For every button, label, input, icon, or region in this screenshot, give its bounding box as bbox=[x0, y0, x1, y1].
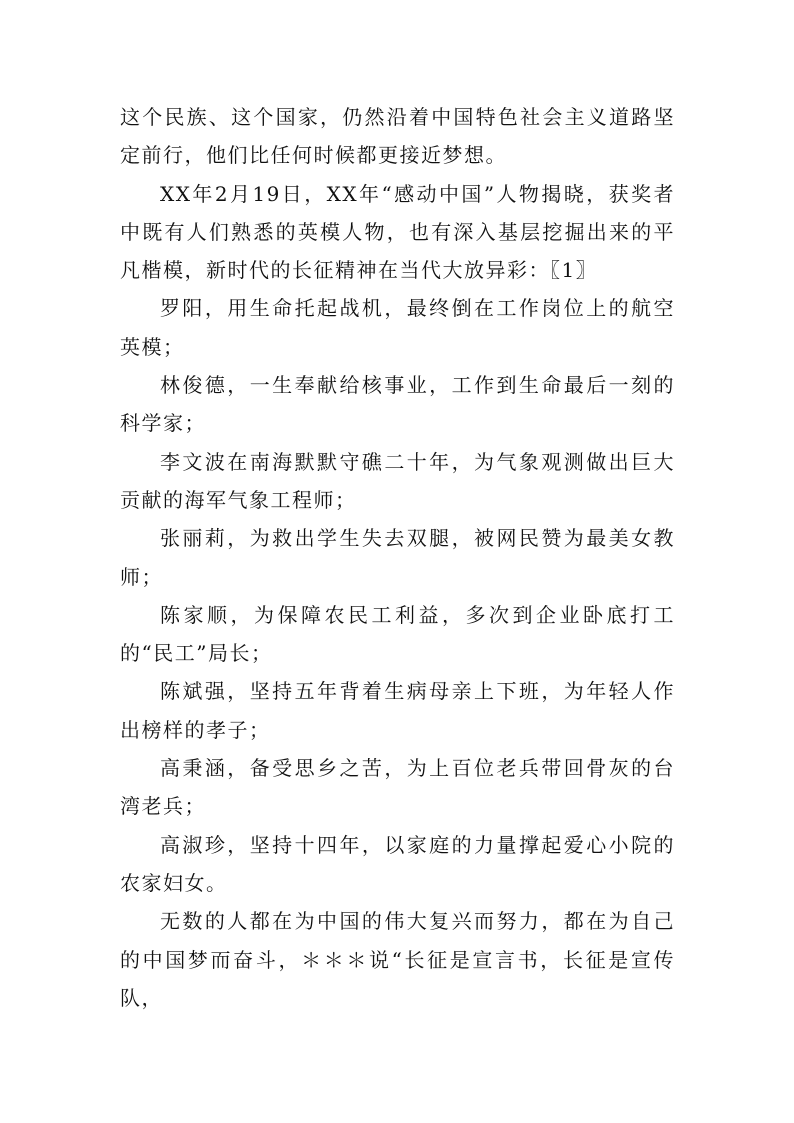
paragraph-3: 罗阳，用生命托起战机，最终倒在工作岗位上的航空英模； bbox=[120, 296, 675, 359]
paragraph-7: 陈家顺，为保障农民工利益，多次到企业卧底打工的“民工”局长； bbox=[120, 602, 675, 666]
document-body bbox=[120, 98, 675, 1017]
paragraph-6: 张丽莉，为救出学生失去双腿，被网民赞为最美女教师； bbox=[120, 526, 675, 589]
paragraph-4: 林俊德，一生奉献给核事业，工作到生命最后一刻的科学家； bbox=[120, 373, 675, 436]
paragraph-11: 无数的人都在为中国的伟大复兴而努力，都在为自己的中国梦而奋斗，＊＊＊说“长征是宣言书，长征是宣传队， bbox=[120, 909, 675, 1010]
paragraph-8: 陈斌强，坚持五年背着生病母亲上下班，为年轻人作出榜样的孝子； bbox=[120, 679, 675, 742]
paragraph-5: 李文波在南海默默守礁二十年，为气象观测做出巨大贡献的海军气象工程师； bbox=[120, 449, 675, 512]
paragraph-2: XX年2月19日，XX年“感动中国”人物揭晓，获奖者中既有人们熟悉的英模人物，也有深入基层挖掘出来的平凡楷模，新时代的长征精神在当代大放异彩：〖1〗 bbox=[120, 181, 675, 283]
paragraph-1: 这个民族、这个国家，仍然沿着中国特色社会主义道路坚定前行，他们比任何时候都更接近梦想。 bbox=[120, 105, 675, 168]
paragraph-9: 高秉涵，备受思乡之苦，为上百位老兵带回骨灰的台湾老兵； bbox=[120, 756, 675, 819]
paragraph-10: 高淑珍，坚持十四年，以家庭的力量撑起爱心小院的农家妇女。 bbox=[120, 832, 675, 895]
